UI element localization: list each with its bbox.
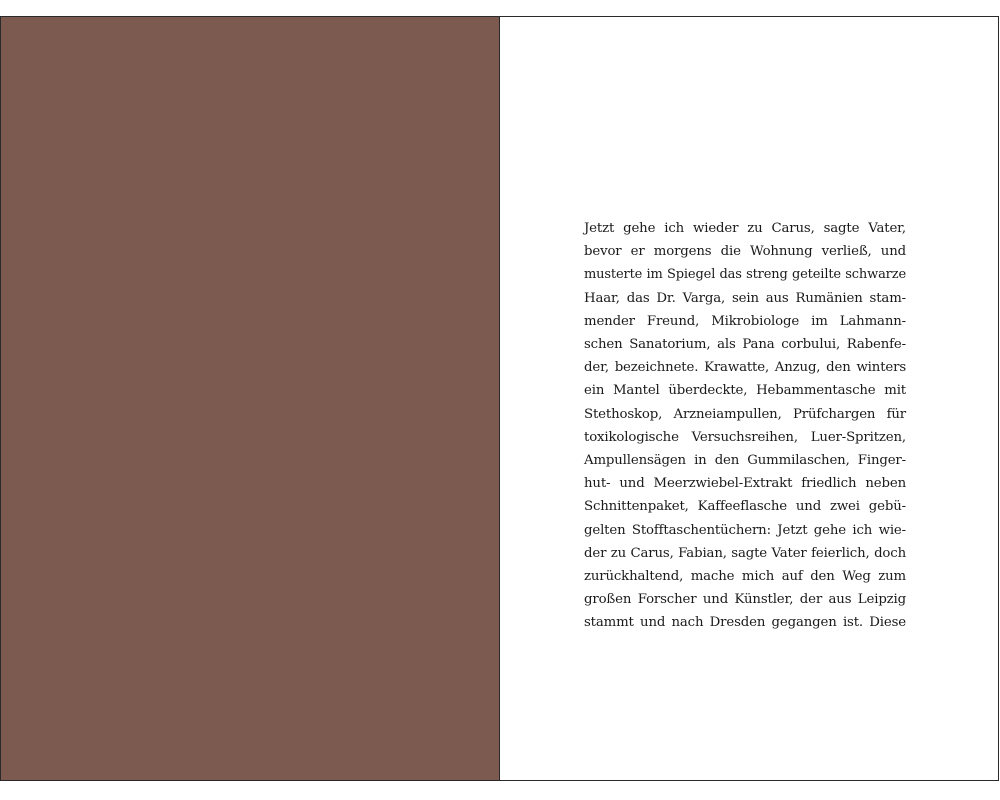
text-line: ein Mantel überdeckte, Hebammentasche mit (584, 383, 906, 399)
right-page (500, 17, 998, 780)
text-line: der, bezeichnete. Krawatte, Anzug, den winters (584, 360, 906, 376)
text-line: toxikologische Versuchsreihen, Luer-Spritzen, (584, 429, 906, 445)
text-line: stammt und nach Dresden gegangen ist. Diese (584, 615, 906, 631)
text-line: bevor er morgens die Wohnung verließ, und (584, 244, 906, 260)
text-line: musterte im Spiegel das streng geteilte schwarze (584, 267, 906, 283)
body-text (584, 217, 906, 635)
text-line: Stethoskop, Arzneiampullen, Prüfchargen für (584, 406, 906, 422)
text-line: Jetzt gehe ich wieder zu Carus, sagte Vater, (584, 221, 906, 236)
book-spread (0, 16, 999, 781)
text-line: mender Freund, Mikrobiologe im Lahmann- (584, 313, 906, 329)
text-line: Haar, das Dr. Varga, sein aus Rumänien stam- (584, 290, 906, 306)
text-line: zurückhaltend, mache mich auf den Weg zum (584, 569, 906, 585)
text-line: gelten Stofftaschentüchern: Jetzt gehe ich wie- (584, 522, 906, 538)
left-page-color-block (1, 17, 500, 780)
text-line: Schnittenpaket, Kaffeeflasche und zwei gebü- (584, 499, 906, 515)
text-line: großen Forscher und Künstler, der aus Leipzig (584, 592, 906, 608)
text-line: der zu Carus, Fabian, sagte Vater feierlich, doch (584, 545, 906, 561)
text-line: hut- und Meerzwiebel-Extrakt friedlich neben (584, 476, 906, 492)
text-line: Ampullensägen in den Gummilaschen, Finger- (584, 453, 906, 469)
text-line: schen Sanatorium, als Pana corbului, Rabenfe- (584, 337, 906, 353)
